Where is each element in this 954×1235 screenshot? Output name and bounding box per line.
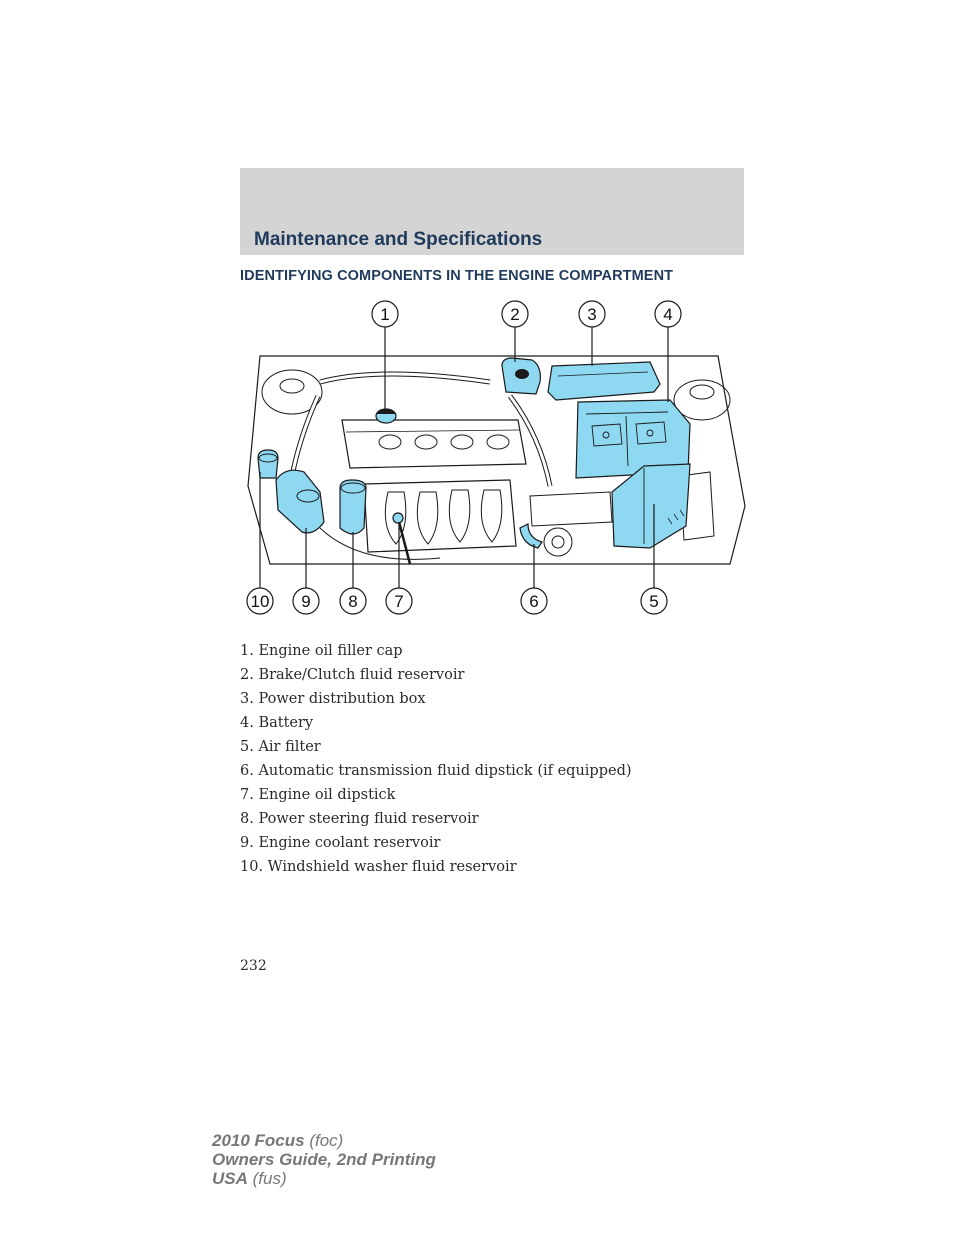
legend-item: 5. Air filter	[240, 739, 321, 755]
svg-text:2: 2	[510, 305, 520, 324]
document-footer	[212, 1131, 436, 1188]
callout-10	[247, 588, 273, 614]
callout-1	[372, 301, 398, 327]
svg-text:9: 9	[301, 592, 311, 611]
engine-compartment-diagram	[240, 296, 750, 620]
svg-text:8: 8	[348, 592, 358, 611]
engine-oil-dipstick-handle	[393, 513, 403, 523]
callout-3	[579, 301, 605, 327]
section-header-band	[240, 168, 744, 255]
legend-item: 3. Power distribution box	[240, 691, 426, 707]
callout-9	[293, 588, 319, 614]
page-number: 232	[240, 958, 267, 974]
svg-text:3: 3	[587, 305, 597, 324]
svg-text:7: 7	[394, 592, 404, 611]
footer-market: USA	[212, 1169, 248, 1188]
power-steering-reservoir	[340, 480, 366, 534]
svg-text:10: 10	[250, 592, 270, 611]
page-heading: IDENTIFYING COMPONENTS IN THE ENGINE COMPARTMENT	[240, 268, 674, 284]
callout-7	[386, 588, 412, 614]
legend-item: 9. Engine coolant reservoir	[240, 835, 441, 851]
footer-guide: Owners Guide, 2nd Printing	[212, 1150, 436, 1169]
footer-guide-line	[212, 1150, 436, 1169]
legend-item: 1. Engine oil filler cap	[240, 643, 403, 659]
svg-text:6: 6	[529, 592, 539, 611]
callout-5	[641, 588, 667, 614]
section-title: Maintenance and Specifications	[254, 229, 543, 250]
legend-item: 10. Windshield washer fluid reservoir	[240, 859, 517, 875]
callout-8	[340, 588, 366, 614]
legend-item: 2. Brake/Clutch fluid reservoir	[240, 667, 465, 683]
footer-model: 2010 Focus	[212, 1131, 305, 1150]
svg-text:5: 5	[649, 592, 659, 611]
legend-item: 8. Power steering fluid reservoir	[240, 811, 479, 827]
callout-2	[502, 301, 528, 327]
callout-4	[655, 301, 681, 327]
svg-text:4: 4	[663, 305, 673, 324]
svg-text:1: 1	[380, 305, 390, 324]
callout-6	[521, 588, 547, 614]
footer-market-line	[212, 1169, 436, 1188]
legend-item: 7. Engine oil dipstick	[240, 787, 396, 803]
legend-item: 4. Battery	[240, 715, 314, 731]
component-legend	[240, 640, 632, 880]
legend-item: 6. Automatic transmission fluid dipstick (if equipped)	[240, 763, 632, 779]
footer-model-line	[212, 1131, 436, 1150]
footer-model-code: (foc)	[309, 1131, 344, 1150]
footer-market-code: (fus)	[252, 1169, 287, 1188]
